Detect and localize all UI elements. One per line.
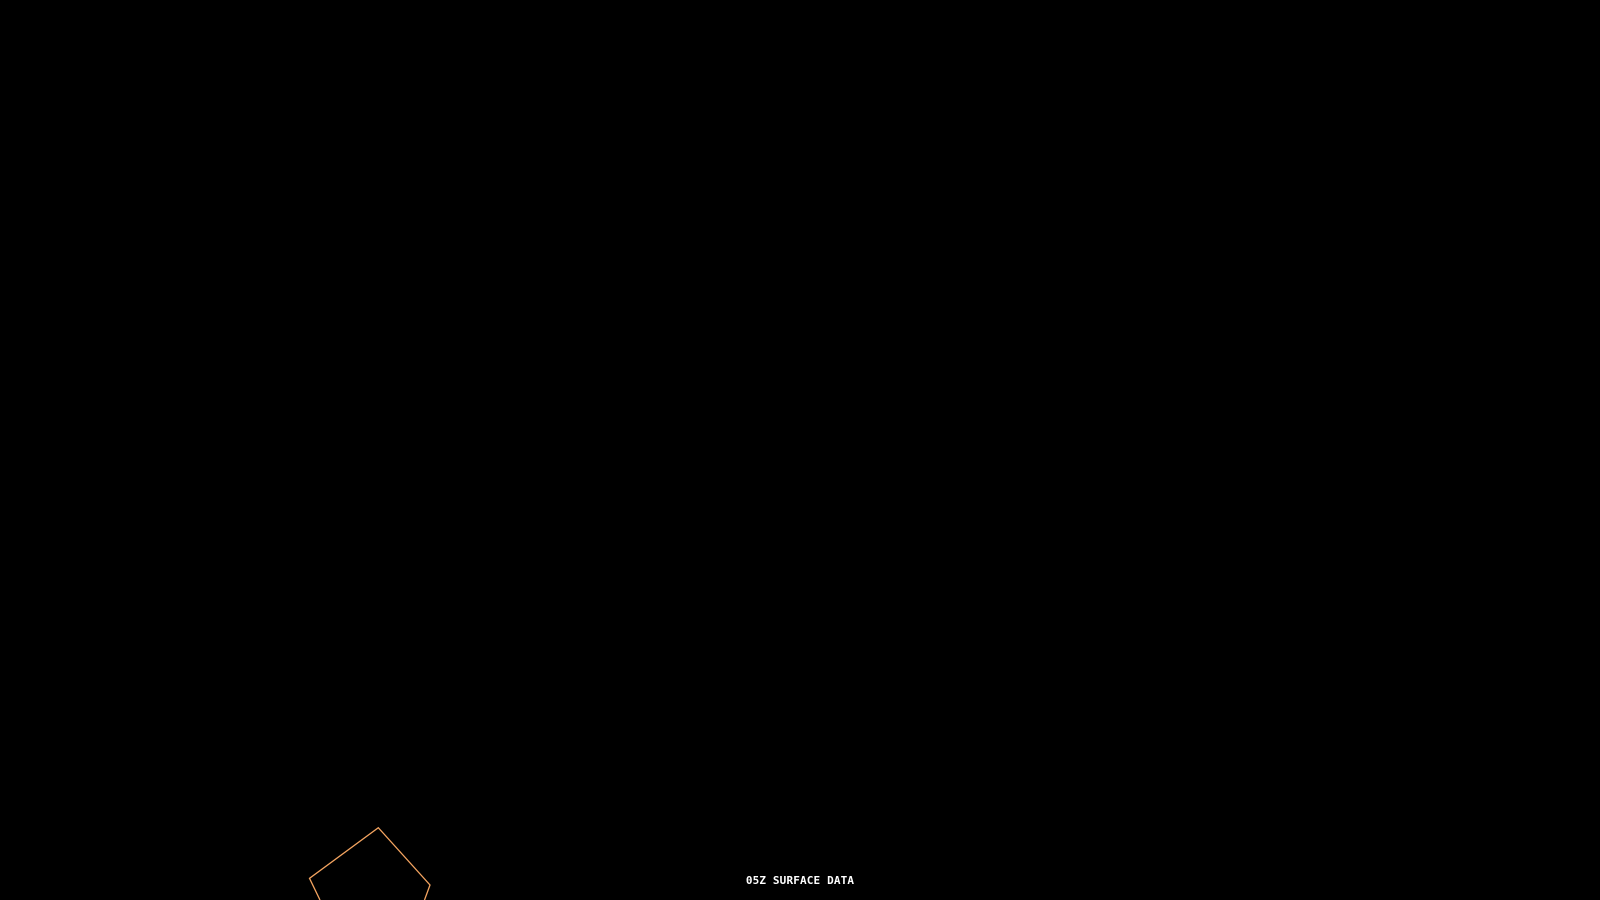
surface-data-time-label: 05Z SURFACE DATA	[745, 874, 855, 887]
watch-box-outline	[310, 828, 431, 900]
